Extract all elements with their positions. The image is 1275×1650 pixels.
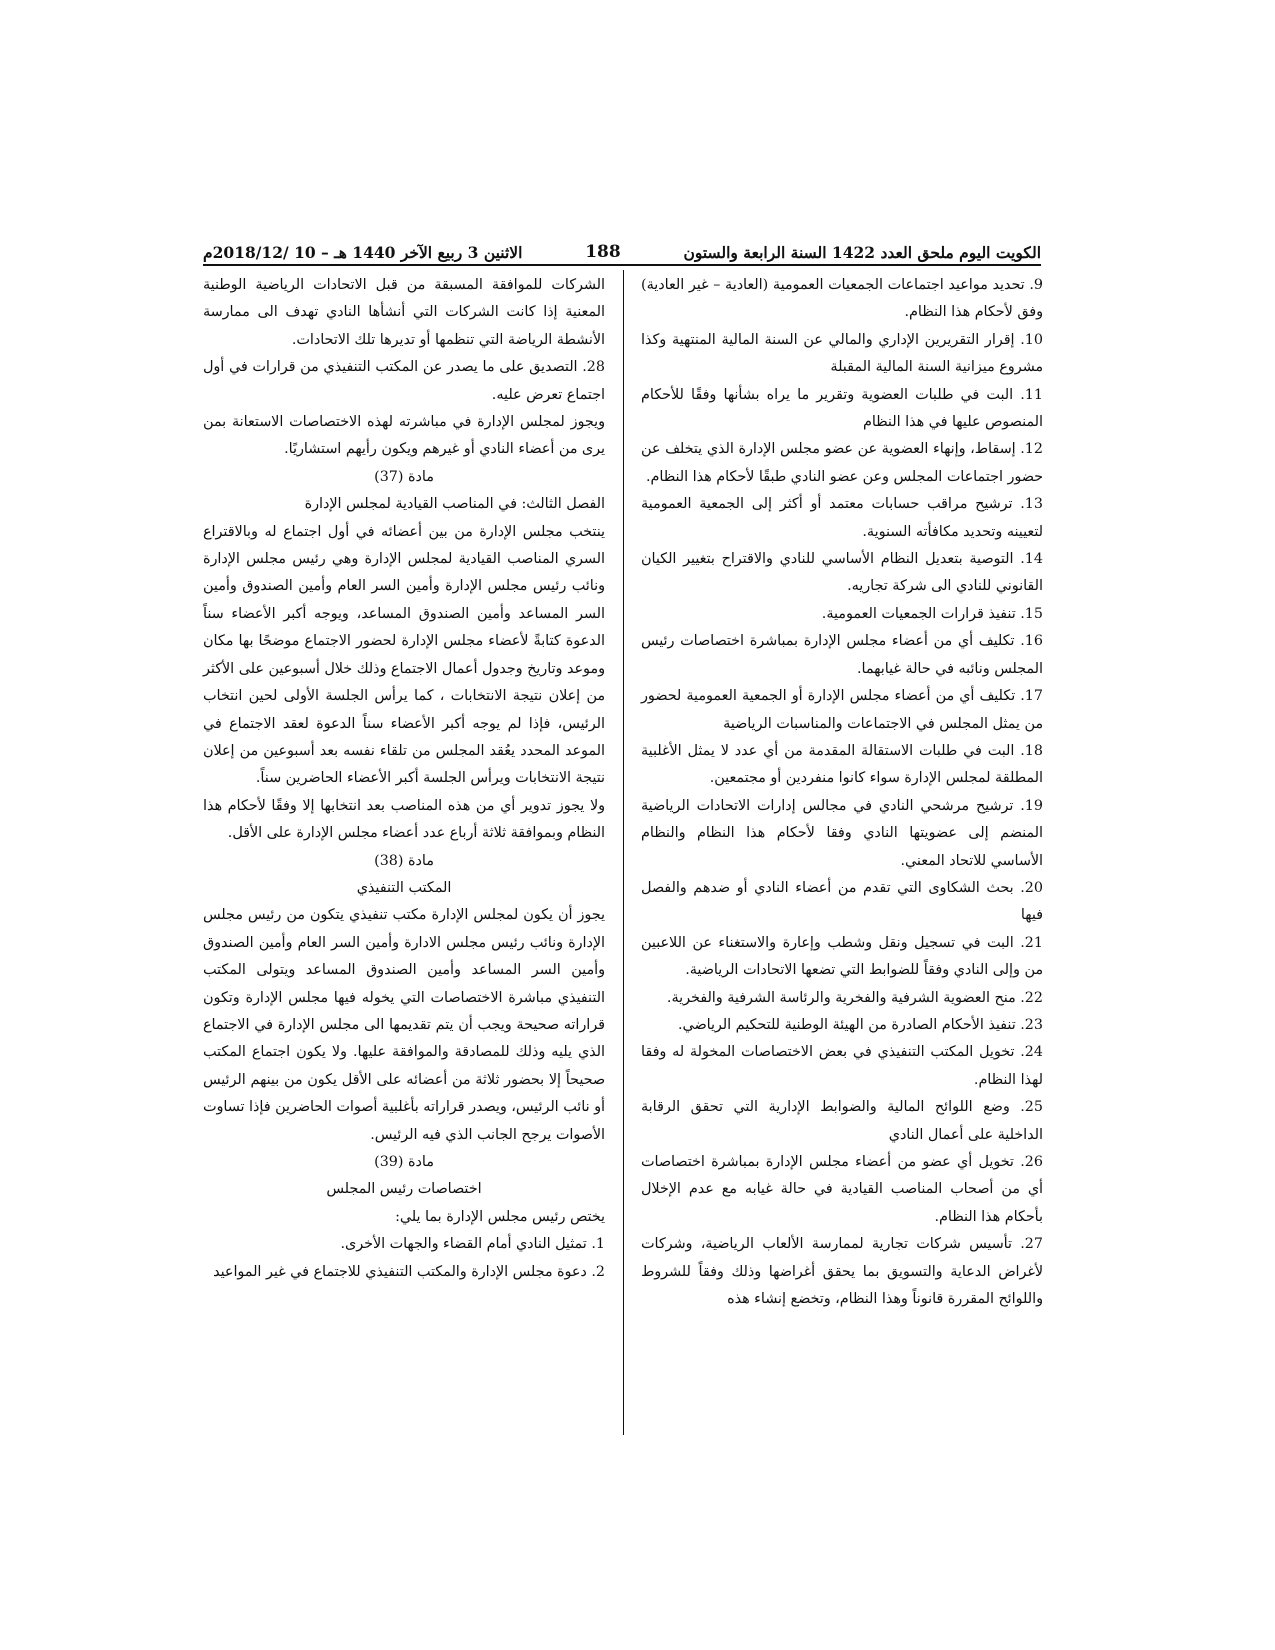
clause-27-continued: الشركات للموافقة المسبقة من قبل الاتحادات الرياضية الوطنية المعنية إذا كانت الشركات التي أنشأها النادي تهدف الى ممارسة الأنشطة الرياضة التي تنظمها أو تديرها تلك الاتحادات. xyxy=(203,277,605,348)
paragraph-chairman-intro: يختص رئيس مجلس الإدارة بما يلي: xyxy=(395,1208,605,1225)
header-gazette-info: الكويت اليوم ملحق العدد 1422 السنة الرابعة والستون xyxy=(683,243,1041,262)
clause-28: 28. التصديق على ما يصدر عن المكتب التنفيذي من قرارات في أول اجتماع تعرض عليه. xyxy=(203,359,605,403)
left-column xyxy=(203,272,605,1286)
chairman-item-2: 2. دعوة مجلس الإدارة والمكتب التنفيذي للاجتماع في غير المواعيد xyxy=(213,1263,605,1280)
clause-12: 12. إسقاط، وإنهاء العضوية عن عضو مجلس الإدارة الذي يتخلف عن حضور اجتماعات المجلس وعن عضو النادي طبقًا لأحكام هذا النظام. xyxy=(641,441,1043,485)
header-rule xyxy=(203,264,1041,266)
executive-office-heading: المكتب التنفيذي xyxy=(356,879,452,896)
chairman-powers-heading: اختصاصات رئيس المجلس xyxy=(326,1181,482,1198)
clause-26: 26. تخويل أي عضو من أعضاء مجلس الإدارة بمباشرة اختصاصات أي من أصحاب المناصب القيادية في حالة غيابه مع عدم الإخلال بأحكام هذا النظام. xyxy=(641,1154,1043,1225)
article-38-heading: مادة (38) xyxy=(374,852,434,869)
header-page-number: 188 xyxy=(585,242,621,262)
right-column xyxy=(641,272,1043,1313)
clause-24: 24. تخويل المكتب التنفيذي في بعض الاختصاصات المخولة له وفقا لهذا النظام. xyxy=(641,1044,1043,1088)
clause-11: 11. البت في طلبات العضوية وتقرير ما يراه بشأنها وفقًا للأحكام المنصوص عليها في هذا النظام xyxy=(641,386,1043,431)
page-header xyxy=(203,234,1041,262)
clause-13: 13. ترشيح مراقب حسابات معتمد أو أكثر إلى الجمعية العمومية لتعيينه وتحديد مكافأته السنوية. xyxy=(641,496,1043,540)
clause-14: 14. التوصية بتعديل النظام الأساسي للنادي والاقتراح بتغيير الكيان القانوني للنادي الى شركة تجاريه. xyxy=(641,551,1043,595)
paragraph-consultation: ويجوز لمجلس الإدارة في مباشرته لهذه الاختصاصات الاستعانة بمن يرى من أعضاء النادي أو غيرهم ويكون رأيهم استشاريًا. xyxy=(203,414,605,458)
clause-19: 19. ترشيح مرشحي النادي في مجالس إدارات الاتحادات الرياضية المنضم إلى عضويتها النادي وفقا لأحكام هذا النظام والنظام الأساسي للاتحاد المعني. xyxy=(641,797,1043,869)
chairman-item-1: 1. تمثيل النادي أمام القضاء والجهات الأخرى. xyxy=(340,1236,605,1253)
paragraph-rotation: ولا يجوز تدوير أي من هذه المناصب بعد انتخابها إلا وفقًا لأحكام هذا النظام وبموافقة ثلاثة أرباع عدد أعضاء مجلس الإدارة على الأقل. xyxy=(203,797,605,842)
clause-27: 27. تأسيس شركات تجارية لممارسة الألعاب الرياضية، وشركات لأغراض الدعاية والتسويق بما يحقق أغراضها وذلك وفقاً للشروط واللوائح المقررة قانوناً وهذا النظام، وتخضع إنشاء هذه xyxy=(641,1236,1043,1308)
clause-25: 25. وضع اللوائح المالية والضوابط الإدارية التي تحقق الرقابة الداخلية على أعمال النادي xyxy=(641,1099,1043,1143)
article-39-heading: مادة (39) xyxy=(374,1154,434,1170)
article-37-heading: مادة (37) xyxy=(374,468,434,485)
paragraph-executive-office: يجوز أن يكون لمجلس الإدارة مكتب تنفيذي يتكون من رئيس مجلس الإدارة ونائب رئيس مجلس الادارة وأمين السر العام وأمين الصندوق وأمين السر المساعد وأمين الصندوق المساعد ويتولى المكتب التنفيذي مباشرة الاختصاصات التي يخوله فيها مجلس الإدارة وتكون قراراته صحيحة ويجب أن يتم تقديمها الى مجلس الإدارة في الاجتماع الذي يليه وذلك للمصادقة والموافقة عليها. ولا يكون اجتماع المكتب صحيحاً إلا بحضور ثلاثة من أعضائه على الأقل يكون من بينهم الرئيس أو نائب الرئيس، ويصدر قراراته بأغلبية أصوات الحاضرين فإذا تساوت الأصوات يرجح الجانب الذي فيه الرئيس. xyxy=(203,907,605,1143)
clause-18: 18. البت في طلبات الاستقالة المقدمة من أي عدد لا يمثل الأغلبية المطلقة لمجلس الإدارة سواء كانوا منفردين أو مجتمعين. xyxy=(641,742,1043,787)
column-divider xyxy=(623,270,624,1435)
clause-17: 17. تكليف أي من أعضاء مجلس الإدارة أو الجمعية العمومية لحضور من يمثل المجلس في الاجتماعات والمناسبات الرياضية xyxy=(641,688,1043,732)
clause-21: 21. البت في تسجيل ونقل وشطب وإعارة والاستغناء عن اللاعبين من وإلى النادي وفقاً للضوابط التي تضعها الاتحادات الرياضية. xyxy=(641,934,1043,979)
clause-23: 23. تنفيذ الأحكام الصادرة من الهيئة الوطنية للتحكيم الرياضي. xyxy=(677,1016,1043,1033)
clause-15: 15. تنفيذ قرارات الجمعيات العمومية. xyxy=(821,605,1043,622)
clause-16: 16. تكليف أي من أعضاء مجلس الإدارة بمباشرة اختصاصات رئيس المجلس ونائبه في حالة غيابهما. xyxy=(641,633,1043,677)
chapter-3-heading: الفصل الثالث: في المناصب القيادية لمجلس الإدارة xyxy=(304,496,605,513)
clause-9: 9. تحديد مواعيد اجتماعات الجمعيات العمومية (العادية – غير العادية) وفق لأحكام هذا النظام. xyxy=(641,277,1043,321)
paragraph-leadership-election: ينتخب مجلس الإدارة من بين أعضائه في أول اجتماع له وبالاقتراع السري المناصب القيادية لمجلس الإدارة وهي رئيس مجلس الإدارة ونائب رئيس مجلس الإدارة وأمين السر العام وأمين الصندوق وأمين السر المساعد وأمين الصندوق المساعد، ويوجه أكبر الأعضاء سناً الدعوة كتابةً لأعضاء مجلس الإدارة لحضور الاجتماع موضحًا بها مكان وموعد وتاريخ وجدول أعمال الاجتماع وذلك خلال أسبوعين على الأكثر من إعلان نتيجة الانتخابات ، كما يرأس الجلسة الأولى لحين انتخاب الرئيس، فإذا لم يوجه أكبر الأعضاء سناً الدعوة لعقد الاجتماع في الموعد المحدد يعُقد المجلس من تلقاء نفسه بعد أسبوعين من إعلان نتيجة الانتخابات ويرأس الجلسة أكبر الأعضاء الحاضرين سناً. xyxy=(203,523,605,787)
header-date: الاثنين 3 ربيع الآخر 1440 هـ – 10 /2018/12م xyxy=(203,243,523,262)
clause-10: 10. إقرار التقريرين الإداري والمالي عن السنة المالية المنتهية وكذا مشروع ميزانية السنة المالية المقبلة xyxy=(641,331,1043,376)
clause-20: 20. بحث الشكاوى التي تقدم من أعضاء النادي أو ضدهم والفصل فيها xyxy=(641,879,1043,924)
clause-22: 22. منح العضوية الشرفية والفخرية والرئاسة الشرفية والفخرية. xyxy=(666,989,1043,1006)
